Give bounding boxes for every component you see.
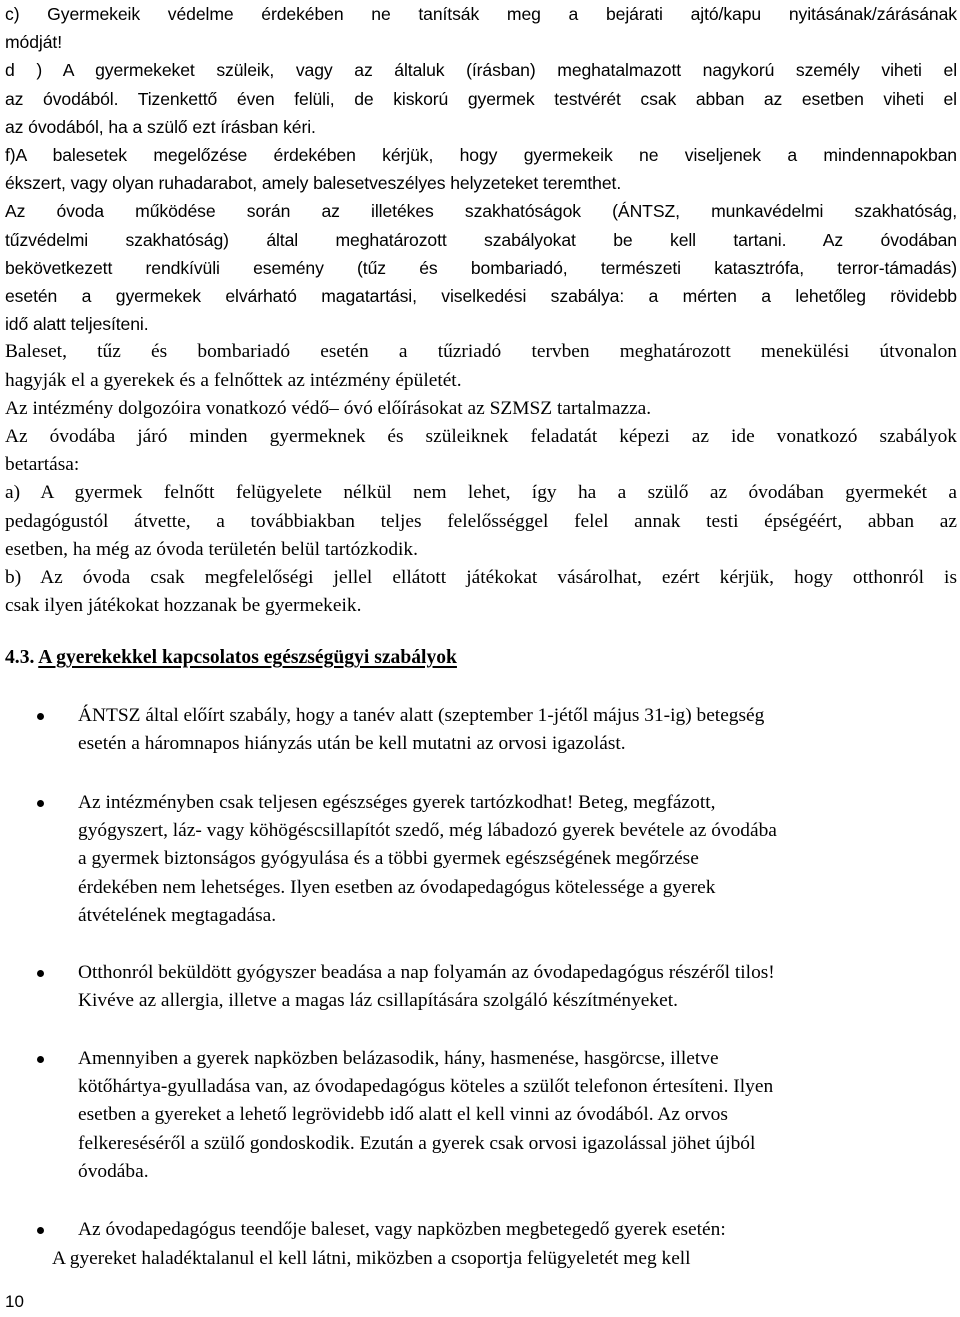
- text-line: f)A balesetek megelőzése érdekében kérjük, hogy gyermekeik ne viseljenek a mindennapokban: [5, 145, 957, 165]
- bullet-icon: [37, 970, 44, 977]
- text-line: érdekében nem lehetséges. Ilyen esetben az óvodapedagógus kötelessége a gyerek: [78, 876, 716, 898]
- text-line: esetén a gyermekek elvárható magatartási, viselkedési szabálya: a mérten a lehetőleg rövidebb: [5, 286, 957, 307]
- text-line: az óvodából. Tizenkettő éven felüli, de kiskorú gyermek testvérét csak abban az esetben viheti el: [5, 88, 957, 109]
- text-line: Az intézményben csak teljesen egészséges gyerek tartózkodhat! Beteg, megfázott,: [78, 792, 716, 813]
- text-line: átvételének megtagadása.: [78, 904, 277, 926]
- text-line: módját!: [5, 32, 62, 53]
- text-line: pedagógustól átvette, a továbbiakban teljes felelősséggel felel annak testi épségéért, abban az: [5, 510, 957, 532]
- section-title: A gyerekekkel kapcsolatos egészségügyi szabályok: [38, 647, 457, 668]
- text-line: kötőhártya-gyulladása van, az óvodapedagógus köteles a szülőt telefonon értesíteni. Ilyen: [78, 1076, 774, 1098]
- text-line: b) Az óvoda csak megfelelőségi jellel ellátott játékokat vásárolhat, ezért kérjük, hogy otthonról is: [5, 567, 957, 589]
- text-line: ÁNTSZ által előírt szabály, hogy a tanév alatt (szeptember 1-jétől május 31-ig) betegség: [78, 705, 765, 726]
- text-line: ékszert, vagy olyan ruhadarabot, amely balesetveszélyes helyzeteket teremthet.: [5, 173, 622, 194]
- text-line: a) A gyermek felnőtt felügyelete nélkül nem lehet, így ha a szülő az óvodában gyermekét a: [5, 482, 957, 504]
- text-line: Baleset, tűz és bombariadó esetén a tűzriadó tervben meghatározott menekülési útvonalon: [5, 341, 957, 363]
- text-line: esetben, ha még az óvoda területén belül tartózkodik.: [5, 538, 418, 560]
- text-line: Otthonról beküldött gyógyszer beadása a nap folyamán az óvodapedagógus részéről tilos!: [78, 962, 775, 983]
- bullet-icon: [37, 800, 44, 807]
- text-line: d ) A gyermekeket szüleik, vagy az általuk (írásban) meghatalmazott nagykorú személy viheti el: [5, 60, 957, 81]
- text-line: Amennyiben a gyerek napközben belázasodik, hány, hasmenése, hasgörcse, illetve: [78, 1048, 719, 1069]
- text-line: Az óvoda működése során az illetékes szakhatóságok (ÁNTSZ, munkavédelmi szakhatóság,: [5, 201, 957, 222]
- text-line: bekövetkezett rendkívüli esemény (tűz és bombariadó, természeti katasztrófa, terror-támadás): [5, 257, 957, 278]
- text-line: c) Gyermekeik védelme érdekében ne tanítsák meg a bejárati ajtó/kapu nyitásának/zárásának: [5, 4, 957, 24]
- text-line: gyógyszert, láz- vagy köhögéscsillapítót szedő, még lábadozó gyerek bevétele az óvodába: [78, 820, 777, 842]
- text-line: csak ilyen játékokat hozzanak be gyermekeik.: [5, 595, 362, 617]
- continuation-line: A gyereket haladéktalanul el kell látni, miközben a csoportja felügyeletét meg kell: [52, 1248, 691, 1269]
- text-line: Kivéve az allergia, illetve a magas láz csillapítására szolgáló készítményeket.: [78, 990, 678, 1012]
- text-line: esetén a háromnapos hiányzás után be kell mutatni az orvosi igazolást.: [78, 733, 626, 755]
- text-line: a gyermek biztonságos gyógyulása és a többi gyermek egészségének megőrzése: [78, 848, 699, 870]
- body-text: [5, 0, 957, 620]
- text-line: felkereséséről a szülő gondoskodik. Ezután a gyerek csak orvosi igazolással jöhet újból: [78, 1132, 756, 1154]
- bullet-icon: [37, 1056, 44, 1063]
- text-line: hagyják el a gyerekek és a felnőttek az intézmény épületét.: [5, 369, 462, 391]
- bullet-icon: [37, 713, 44, 720]
- text-line: esetben a gyereket a lehető legrövidebb idő alatt el kell vinni az óvodából. Az orvos: [78, 1104, 728, 1126]
- text-line: óvodába.: [78, 1160, 149, 1182]
- bullet-icon: [37, 1227, 44, 1234]
- section-heading: [5, 644, 457, 672]
- text-line: tűzvédelmi szakhatóság) által meghatározott szabályokat be kell tartani. Az óvodában: [5, 229, 957, 250]
- text-line: Az óvodába járó minden gyermeknek és szüleiknek feladatát képezi az ide vonatkozó szabályok: [5, 426, 957, 448]
- text-line: idő alatt teljesíteni.: [5, 314, 149, 335]
- text-line: Az óvodapedagógus teendője baleset, vagy napközben megbetegedő gyerek esetén:: [78, 1219, 726, 1240]
- text-line: betartása:: [5, 454, 80, 476]
- text-line: az óvodából, ha a szülő ezt írásban kéri.: [5, 116, 316, 137]
- section-number: 4.3.: [5, 647, 35, 668]
- text-line: Az intézmény dolgozóira vonatkozó védő– óvó előírásokat az SZMSZ tartalmazza.: [5, 397, 652, 419]
- page-number: 10: [5, 1292, 24, 1311]
